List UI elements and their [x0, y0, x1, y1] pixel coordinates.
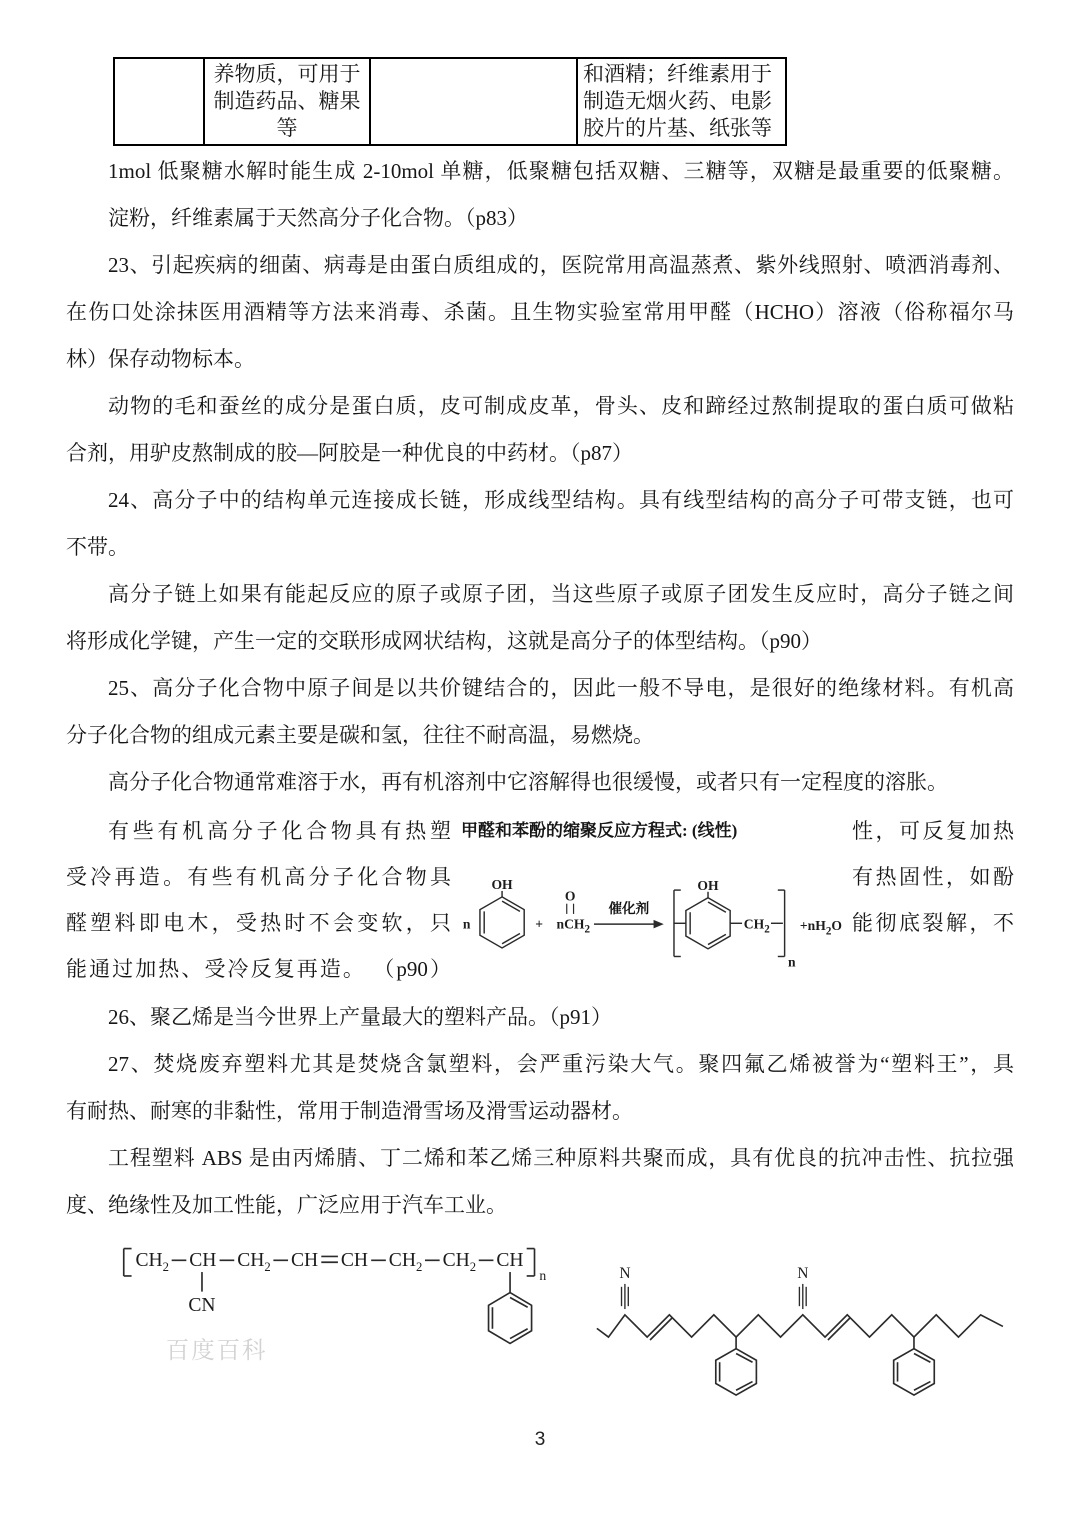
benzene-ring [894, 1349, 935, 1395]
unit-ch: CH [189, 1250, 217, 1272]
formaldehyde-label: nCH$_2$ [556, 916, 591, 936]
benzene-ring [489, 1293, 532, 1344]
body-text-block-2 [66, 994, 1014, 1229]
table-cell-sugar-use: 养物质，可用于制造药品、糖果等 [204, 58, 370, 145]
double-bond [828, 1318, 850, 1340]
nitrogen-label: N [619, 1265, 631, 1283]
body-line: 林）保存动物标本。 [66, 347, 255, 371]
wrap-line: 能彻底裂解，不 [852, 911, 1014, 935]
polymer-structures [112, 1241, 1014, 1409]
body-line: 分子化合物的组成元素主要是碳和氢，往往不耐高温，易燃烧。 [66, 723, 654, 747]
continuation-table [113, 57, 787, 146]
body-line: 高分子化合物通常难溶于水，再有机溶剂中它溶解得也很缓慢，或者只有一定程度的溶胀。 [108, 770, 948, 794]
wrap-line: 能通过加热、受冷反复再造。 （p90） [66, 957, 451, 981]
wrap-left-column [66, 808, 451, 992]
hydroxyl-label: OH [491, 877, 513, 893]
subscript-n: n [788, 954, 796, 970]
subscript-n: n [539, 1267, 547, 1283]
structure-formula-condensed [112, 1241, 581, 1396]
body-line: 将形成化学键，产生一定的交联形成网状结构，这就是高分子的体型结构。（p90） [66, 629, 822, 653]
water-label: $+nH_2O$ [799, 918, 842, 938]
body-line: 27、焚烧废弃塑料尤其是焚烧含氯塑料，会严重污染大气。聚四氟乙烯被誉为“塑料王”，具 [108, 1052, 1014, 1076]
catalyst-label: 催化剂 [608, 901, 650, 917]
wrap-line: 受冷再造。有些有机高分子化合物具 [66, 865, 451, 889]
hydroxyl-label: OH [697, 878, 719, 894]
body-line: 有耐热、耐寒的非黏性，常用于制造滑雪场及滑雪运动器材。 [66, 1099, 633, 1123]
page-content [0, 57, 1080, 1451]
coefficient-n: n [462, 916, 471, 932]
wrap-line: 性，可反复加热 [852, 819, 1014, 843]
nitrile-group [800, 1284, 807, 1309]
reaction-diagram [451, 856, 851, 971]
wrap-line: 醛塑料即电木，受热时不会变软，只 [66, 911, 451, 935]
unit-ch: CH [496, 1250, 524, 1272]
plus-sign: + [535, 916, 544, 932]
wrap-line: 有些有机高分子化合物具有热塑 [108, 819, 451, 843]
unit-ch2: $CH_2$ [388, 1250, 423, 1275]
unit-ch2: $CH_2$ [442, 1250, 477, 1275]
table-cell-cellulose-use: 和酒精；纤维素用于制造无烟火药、电影胶片的片基、纸张等 [577, 58, 786, 145]
page-number: 3 [534, 1429, 546, 1450]
body-line: 工程塑料 ABS 是由丙烯腈、丁二烯和苯乙烯三种原料共聚而成，具有优良的抗冲击性、抗拉强 [108, 1146, 1014, 1170]
oxygen-label: O [564, 888, 576, 904]
body-text-block [66, 148, 1014, 806]
table-cell-empty-2 [370, 58, 577, 145]
benzene-ring [480, 891, 524, 948]
open-bracket [124, 1249, 132, 1276]
body-line: 24、高分子中的结构单元连接成长链，形成线型结构。具有线型结构的高分子可带支链，也可 [108, 488, 1014, 512]
body-line: 在伤口处涂抹医用酒精等方法来消毒、杀菌。且生物实验室常用甲醛（HCHO）溶液（俗称福尔马 [66, 300, 1014, 324]
wrap-right-column [852, 808, 1014, 992]
unit-ch2: $CH_2$ [237, 1250, 271, 1275]
body-line: 度、绝缘性及加工性能，广泛应用于汽车工业。 [66, 1193, 507, 1217]
body-line: 不带。 [66, 535, 129, 559]
close-bracket [527, 1249, 535, 1276]
nitrile-label: CN [188, 1295, 216, 1317]
unit-ch: CH [340, 1250, 369, 1272]
structure-formula-skeletal [593, 1241, 1014, 1409]
double-bond [650, 1318, 672, 1340]
body-line: 动物的毛和蚕丝的成分是蛋白质，皮可制成皮革，骨头、皮和蹄经过熬制提取的蛋白质可做粘 [108, 394, 1014, 418]
wrapped-section [66, 808, 1014, 992]
benzene-ring [686, 892, 730, 949]
body-line: 淀粉，纤维素属于天然高分子化合物。（p83） [108, 206, 528, 230]
unit-ch: CH [290, 1250, 319, 1272]
double-bond [321, 1256, 338, 1262]
table-cell-empty-1 [114, 58, 204, 145]
body-line: 高分子链上如果有能起反应的原子或原子团，当这些原子或原子团发生反应时，高分子链之间 [108, 582, 1014, 606]
methylene-label: $CH_2$ [743, 916, 770, 936]
body-line: 23、引起疾病的细菌、病毒是由蛋白质组成的，医院常用高温蒸煮、紫外线照射、喷洒消毒剂、 [108, 253, 1014, 277]
benzene-ring [716, 1349, 757, 1395]
carbon-chain [597, 1315, 1003, 1337]
body-line: 25、高分子化合物中原子间是以共价键结合的，因此一般不导电，是很好的绝缘材料。有机高 [108, 676, 1014, 700]
wrap-line: 有热固性，如酚 [852, 865, 1014, 889]
nitrogen-label: N [797, 1265, 809, 1283]
unit-ch2: $CH_2$ [135, 1250, 169, 1275]
catalyst-arrow-icon [594, 920, 664, 929]
double-bond-icon [567, 904, 574, 914]
nitrile-group [622, 1284, 629, 1309]
reaction-figure [451, 808, 852, 992]
body-line: 合剂，用驴皮熬制成的胶—阿胶是一种优良的中药材。（p87） [66, 441, 633, 465]
body-line: 1mol 低聚糖水解时能生成 2-10mol 单糖，低聚糖包括双糖、三糖等，双糖是最重要的低聚糖。 [108, 159, 1014, 183]
table-row [114, 58, 786, 145]
watermark: 百度百科 [165, 1337, 268, 1364]
body-line: 26、聚乙烯是当今世界上产量最大的塑料产品。（p91） [108, 1005, 612, 1029]
reaction-title: 甲醛和苯酚的缩聚反应方程式: (线性) [461, 821, 738, 840]
